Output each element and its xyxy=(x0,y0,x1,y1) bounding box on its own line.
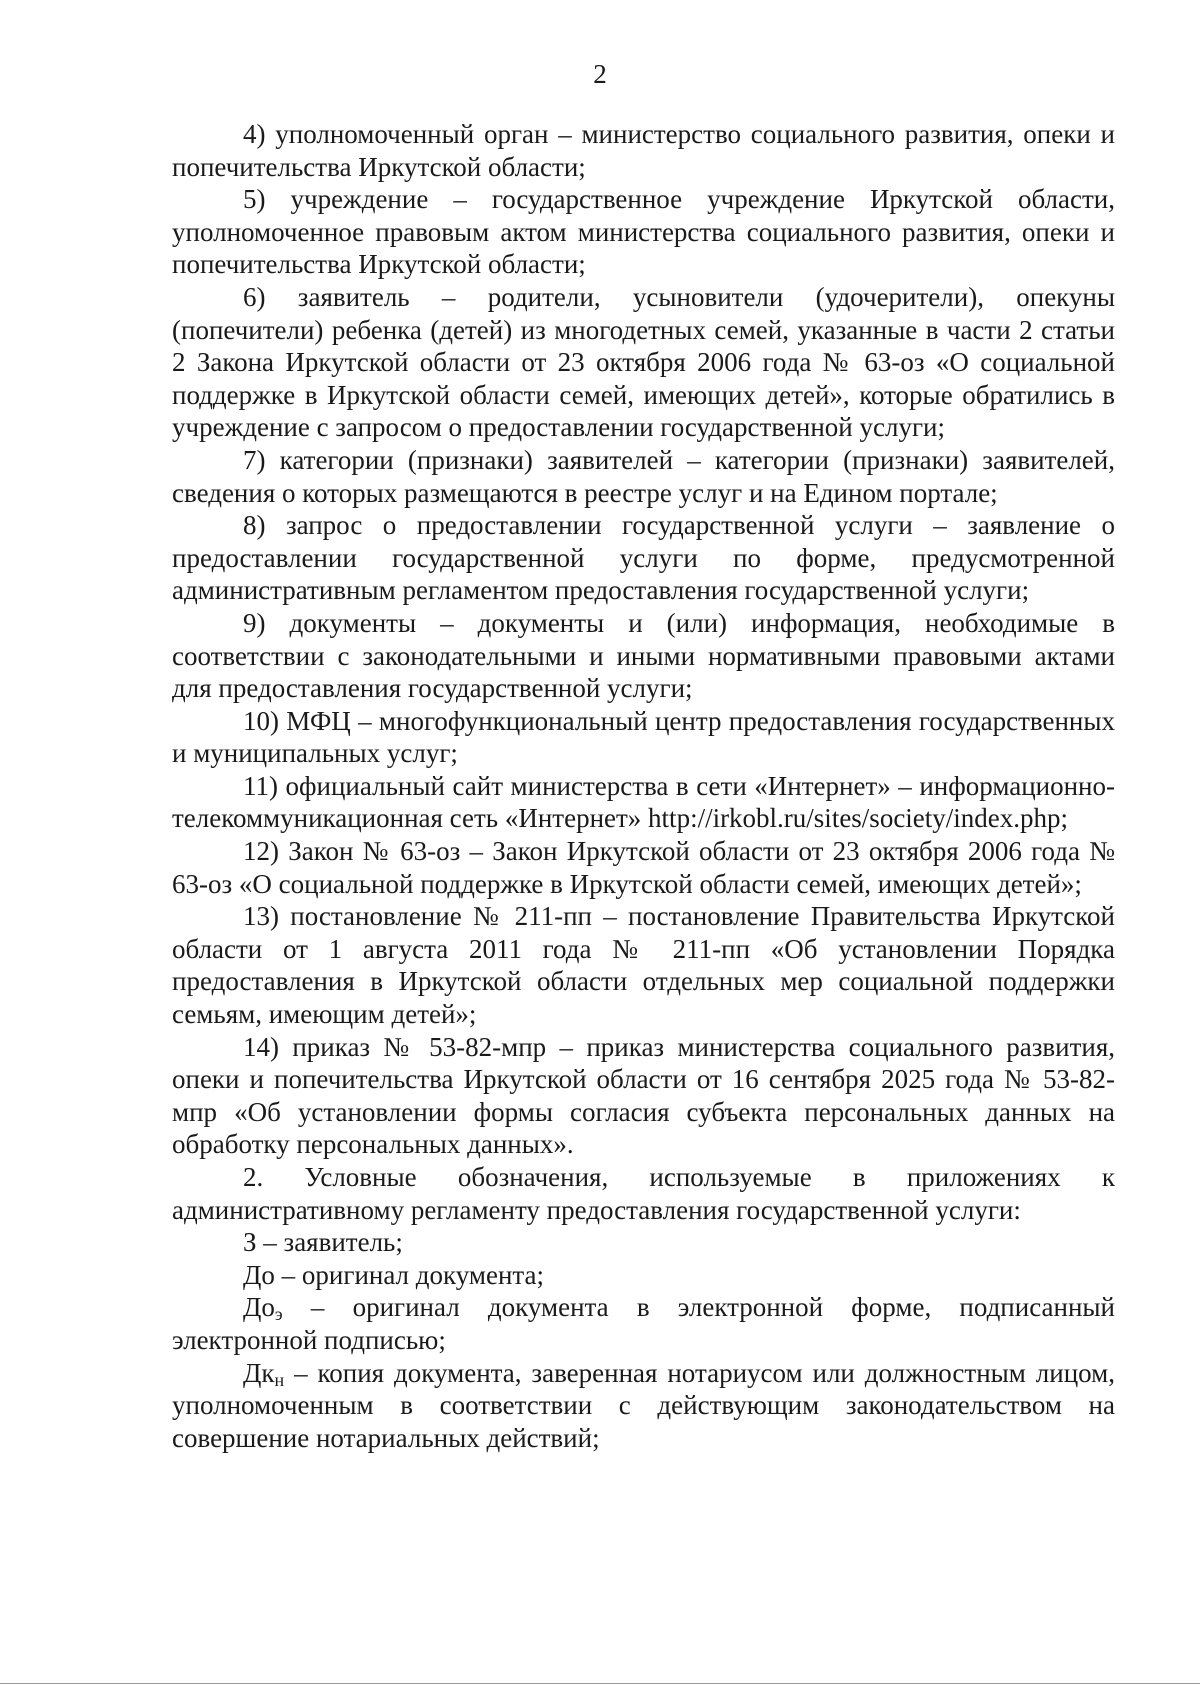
paragraph-item-7: 7) категории (признаки) заявителей – категории (признаки) заявителей, сведения о которых размещаются в реестре услуг и на Едином портале; xyxy=(172,444,1115,508)
page-number: 2 xyxy=(593,59,607,89)
abbrev-subscript: н xyxy=(274,1369,285,1390)
paragraph-item-11: 11) официальный сайт министерства в сети «Интернет» – информационно-телекоммуникационная сеть «Интернет» http://irkobl.ru/sites/society/index.php; xyxy=(172,770,1115,834)
paragraph-item-14: 14) приказ № 53-82-мпр – приказ министерства социального развития, опеки и попечительства Иркутской области от 16 сентября 2025 года № 53-82-мпр «Об установлении формы согласия субъекта персональных данных на обработку персональных данных». xyxy=(172,1031,1115,1160)
document-body xyxy=(172,118,1115,1454)
paragraph-item-5: 5) учреждение – государственное учреждение Иркутской области, уполномоченное правовым актом министерства социального развития, опеки и попечительства Иркутской области; xyxy=(172,184,1115,280)
abbrev-definition: – оригинал документа в электронной форме, подписанный электронной подписью; xyxy=(172,1292,1115,1355)
legend-electronic-original xyxy=(172,1291,1115,1356)
paragraph-item-6: 6) заявитель – родители, усыновители (удочерители), опекуны (попечители) ребенка (детей) из многодетных семей, указанные в части 2 статьи 2 Закона Иркутской области от 23 октября 2006 года № 63-оз «О социальной поддержке в Иркутской области семей, имеющих детей», которые обратились в учреждение с запросом о предоставлении государственной услуги; xyxy=(172,281,1115,443)
paragraph-item-10: 10) МФЦ – многофункциональный центр предоставления государственных и муниципальных услуг; xyxy=(172,705,1115,769)
paragraph-item-4: 4) уполномоченный орган – министерство социального развития, опеки и попечительства Иркутской области; xyxy=(172,119,1115,182)
abbrev-base: Дк xyxy=(243,1357,275,1388)
paragraph-item-9: 9) документы – документы и (или) информация, необходимые в соответствии с законодательными и иными нормативными правовыми актами для предоставления государственной услуги; xyxy=(172,607,1115,704)
legend-applicant: З – заявитель; xyxy=(243,1227,403,1258)
paragraph-item-12: 12) Закон № 63-оз – Закон Иркутской области от 23 октября 2006 года № 63-оз «О социальной поддержке в Иркутской области семей, имеющих детей»; xyxy=(172,836,1115,899)
abbrev-definition: – копия документа, заверенная нотариусом или должностным лицом, уполномоченным в соответствии с действующим законодательством на совершение нотариальных действий; xyxy=(172,1357,1115,1453)
abbrev-base: До xyxy=(243,1292,275,1323)
paragraph-item-13: 13) постановление № 211-пп – постановление Правительства Иркутской области от 1 августа 2011 года № 211-пп «Об установлении Порядка предоставления в Иркутской области отдельных мер социальной поддержки семьям, имеющим детей»; xyxy=(172,901,1115,1030)
paragraph-item-8: 8) запрос о предоставлении государственной услуги – заявление о предоставлении государственной услуги по форме, предусмотренной административным регламентом предоставления государственной услуги; xyxy=(172,510,1115,606)
legend-original-document: До – оригинал документа; xyxy=(243,1259,545,1290)
legend-notarized-copy xyxy=(172,1357,1115,1455)
scan-edge-line xyxy=(0,1683,1200,1684)
abbrev-subscript: э xyxy=(274,1304,283,1325)
paragraph-section-2: 2. Условные обозначения, используемые в приложениях к административному регламенту предоставления государственной услуги: xyxy=(172,1162,1115,1225)
